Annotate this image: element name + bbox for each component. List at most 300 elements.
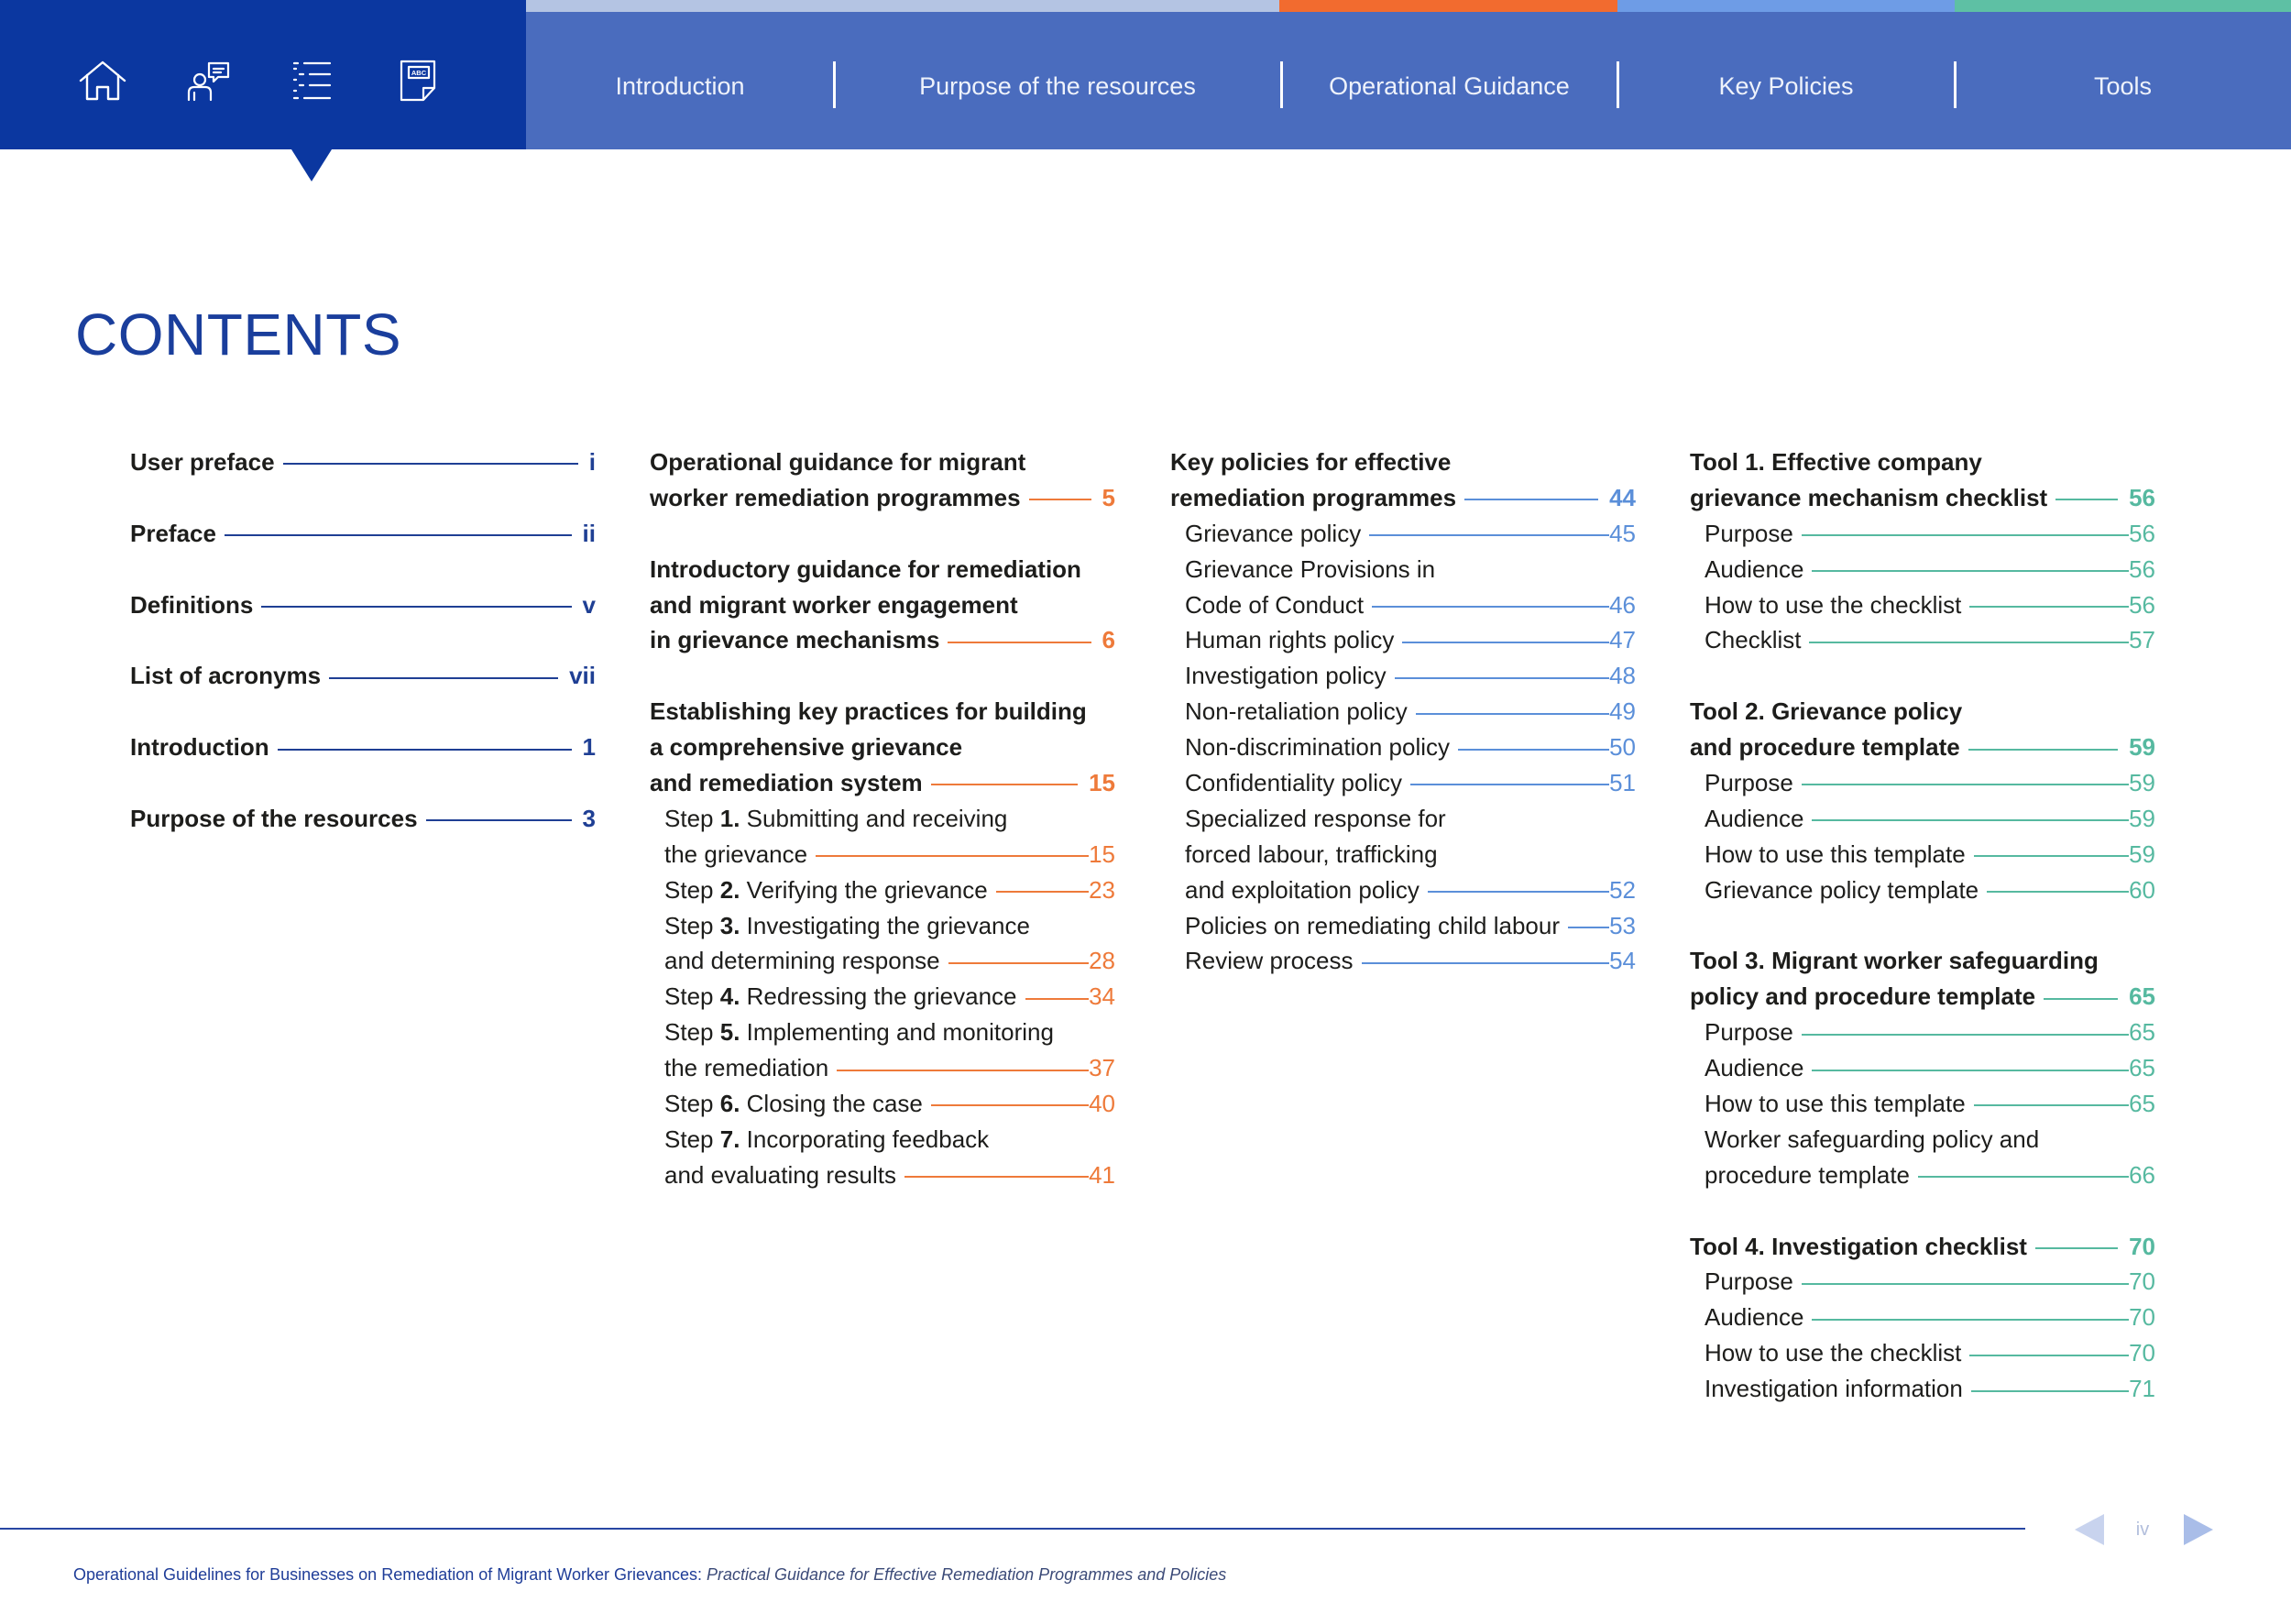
toc-leader-line [931, 784, 1078, 785]
toc-entry[interactable] [650, 1122, 1115, 1193]
toc-entry[interactable] [130, 444, 596, 480]
toc-entry-line [1170, 801, 1636, 837]
toc-entry-line [1690, 694, 2155, 730]
toc-entry-label [1705, 591, 1961, 620]
toc-page-number: 3 [582, 804, 596, 832]
toc-entry-label [1185, 555, 1435, 584]
toc-entry-text: Tool 2. Grievance policy [1690, 697, 1963, 726]
toc-entry-text: Review process [1185, 947, 1354, 975]
footer-document-title [73, 1564, 1226, 1585]
toc-entry-text: Purpose [1705, 519, 1793, 547]
toc-entry-label [650, 697, 1087, 726]
toc-entry-label [1705, 876, 1979, 905]
toc-entry[interactable] [1690, 1335, 2155, 1371]
toc-entry-line [1170, 552, 1636, 587]
nav-tabs [526, 12, 2291, 149]
toc-entry-line [1170, 765, 1636, 801]
toc-leader-line [1802, 534, 2129, 536]
toc-entry[interactable] [1690, 587, 2155, 623]
toc-leader-line [1464, 499, 1598, 500]
toc-page-number: 70 [2129, 1303, 2155, 1332]
toc-page-number: 56 [2129, 554, 2155, 583]
toc-entry-text: and remediation system [650, 768, 923, 796]
toc-page-number: vii [569, 662, 596, 690]
toc-entry-label [130, 591, 253, 620]
toc-step-label: Step [664, 875, 714, 904]
toc-leader-line [904, 1176, 1089, 1178]
toc-entry-line [650, 801, 1115, 837]
toc-leader-line [261, 606, 571, 608]
toc-entry[interactable] [1170, 658, 1636, 694]
toc-entry-text: the grievance [664, 839, 808, 868]
toc-entry-label [650, 448, 1025, 477]
toc-entry-text: forced labour, trafficking [1185, 839, 1438, 868]
list-icon[interactable] [287, 59, 336, 103]
toc-page-number: 50 [1609, 733, 1636, 762]
toc-column-operational-guidance [650, 444, 1115, 1193]
toc-entry-text: Introduction [130, 733, 269, 762]
toc-entry-text: Confidentiality policy [1185, 768, 1403, 796]
toc-entry-label [650, 555, 1081, 584]
toc-leader-line [278, 749, 572, 751]
toc-entry[interactable] [1690, 1086, 2155, 1122]
toc-page-number: 65 [2129, 1018, 2155, 1047]
toc-page-number: 56 [2129, 519, 2155, 547]
toc-leader-line [1987, 891, 2129, 893]
toc-entry-line [650, 979, 1115, 1015]
toc-leader-line [225, 534, 572, 536]
toc-entry-line [1690, 801, 2155, 837]
toc-column-front-matter [130, 444, 596, 837]
toc-entry-line [1690, 552, 2155, 587]
toc-entry-label [1705, 555, 1803, 584]
toc-entry-label [650, 769, 923, 797]
toc-page-number: 59 [2129, 733, 2155, 762]
toc-entry[interactable] [1690, 801, 2155, 837]
toc-entry-text: Specialized response for [1185, 804, 1446, 832]
toc-page-number: 49 [1609, 697, 1636, 726]
toc-entry-line [650, 765, 1115, 801]
toc-entry-label [664, 982, 1017, 1011]
toc-entry-line [130, 516, 596, 552]
toc-page-number: 70 [2129, 1267, 2155, 1296]
toc-step-number: 4. [719, 982, 740, 1011]
toc-entry[interactable] [650, 552, 1115, 659]
toc-entry-line [1170, 730, 1636, 765]
toc-entry-label [1705, 1339, 1961, 1367]
toc-page-number: 54 [1609, 947, 1636, 975]
toc-entry-label [664, 947, 940, 975]
toc-entry-line [130, 730, 596, 765]
toc-page-number: 66 [2129, 1160, 2155, 1189]
toc-column-tools [1690, 444, 2155, 1407]
toc-page-number: 59 [2129, 768, 2155, 796]
toc-entry-label [130, 662, 321, 690]
toc-entry-text: Worker safeguarding policy and [1705, 1125, 2040, 1153]
toc-entry-label [650, 484, 1021, 512]
previous-page-arrow-icon[interactable] [2075, 1514, 2104, 1545]
toc-page-number: 23 [1089, 875, 1115, 904]
nav-tab-introduction[interactable]: Introduction [615, 71, 745, 100]
toc-entry-text: the remediation [664, 1054, 829, 1082]
toc-entry[interactable] [1690, 1122, 2155, 1193]
toc-entry-text: Non-discrimination policy [1185, 733, 1450, 762]
home-icon[interactable] [78, 59, 127, 103]
toc-entry-line [650, 480, 1115, 516]
toc-step-label: Step [664, 1018, 714, 1047]
toc-entry-line [1170, 837, 1636, 872]
toc-spacer [130, 694, 596, 730]
nav-tab-operational-guidance[interactable]: Operational Guidance [1281, 12, 1617, 149]
stripe-segment-tools [1955, 0, 2291, 12]
toc-entry[interactable] [1170, 908, 1636, 944]
toc-entry-label [650, 626, 939, 654]
toc-entry[interactable] [1690, 1229, 2155, 1265]
next-page-arrow-icon[interactable] [2184, 1514, 2213, 1545]
toc-entry-line [130, 444, 596, 480]
toc-entry-line [130, 801, 596, 837]
toc-entry[interactable] [1170, 801, 1636, 908]
toc-entry-label [1185, 947, 1354, 975]
toc-entry-text: and evaluating results [664, 1160, 896, 1189]
toc-leader-line [1029, 499, 1091, 500]
toc-leader-line [329, 677, 558, 679]
toc-entry-line [1690, 516, 2155, 552]
toc-entry-text: How to use this template [1705, 839, 1966, 868]
toc-entry-label [1705, 1090, 1966, 1118]
toc-entry[interactable] [130, 658, 596, 694]
toc-entry[interactable] [1170, 444, 1636, 516]
toc-entry-text: Key policies for effective [1170, 447, 1452, 476]
toc-entry[interactable] [1690, 552, 2155, 587]
toc-entry[interactable] [650, 908, 1115, 980]
toc-entry-text: Introductory guidance for remediation [650, 554, 1081, 583]
toc-page-number: 59 [2129, 839, 2155, 868]
toc-entry-label [1185, 769, 1402, 797]
toc-entry-line [1690, 837, 2155, 872]
toc-entry-text: in grievance mechanisms [650, 626, 940, 654]
toc-spacer [130, 765, 596, 801]
toc-page-number: 47 [1609, 626, 1636, 654]
footer-title: Operational Guidelines for Businesses on Remediation of Migrant Worker Grievances: [73, 1565, 702, 1584]
toc-entry-text: worker remediation programmes [650, 483, 1021, 511]
toc-entry[interactable] [1690, 1050, 2155, 1086]
nav-tab-purpose[interactable]: Purpose of the resources [834, 12, 1281, 149]
toc-entry-text: remediation programmes [1170, 483, 1457, 511]
toc-page-number: 65 [2129, 982, 2155, 1011]
toc-leader-line [1969, 606, 2129, 608]
toc-entry-label [1705, 626, 1801, 654]
footer-subtitle: Practical Guidance for Effective Remediation Programmes and Policies [707, 1565, 1227, 1584]
toc-leader-line [1974, 855, 2129, 857]
toc-entry-label [664, 805, 1007, 833]
toc-step-number: 5. [719, 1018, 740, 1047]
toc-entry-line [1170, 872, 1636, 908]
toc-entry-line [1690, 1158, 2155, 1193]
toc-step-label: Step [664, 1125, 714, 1153]
toc-entry[interactable] [650, 444, 1115, 516]
toc-entry-text: How to use the checklist [1705, 590, 1962, 619]
toc-entry-label [1185, 626, 1394, 654]
toc-page-number: 56 [2129, 590, 2155, 619]
toc-step-number: 1. [719, 804, 740, 832]
toc-entry[interactable] [1690, 444, 2155, 516]
toc-entry[interactable] [650, 1015, 1115, 1086]
nav-tab-key-policies[interactable]: Key Policies [1617, 12, 1955, 149]
toc-entry[interactable] [1170, 622, 1636, 658]
toc-column-key-policies [1170, 444, 1636, 979]
toc-leader-line [1809, 642, 2129, 643]
toc-entry-label [1185, 733, 1450, 762]
toc-entry[interactable] [1690, 765, 2155, 801]
toc-page-number: 15 [1089, 839, 1115, 868]
toc-entry[interactable] [130, 587, 596, 623]
toc-entry-line [1690, 480, 2155, 516]
toc-entry-text: Tool 4. Investigation checklist [1690, 1232, 2027, 1260]
toc-page-number: 6 [1102, 626, 1115, 654]
toc-leader-line [1402, 642, 1609, 643]
toc-entry-text: Implementing and monitoring [746, 1018, 1054, 1047]
toc-spacer [130, 552, 596, 587]
toc-entry[interactable] [1170, 730, 1636, 765]
toc-entry-line [1170, 480, 1636, 516]
toc-page-number: 44 [1609, 483, 1636, 511]
toc-entry-text: User preface [130, 447, 275, 476]
toc-entry-label [1185, 840, 1438, 869]
toc-entry[interactable] [650, 801, 1115, 872]
toc-entry-line [1690, 587, 2155, 623]
toc-leader-line [931, 1104, 1089, 1106]
toc-entry-text: Grievance policy template [1705, 875, 1979, 904]
toc-entry-label [130, 733, 269, 762]
toc-leader-line [1458, 749, 1609, 751]
toc-entry-label [1705, 1054, 1803, 1082]
toc-step-label: Step [664, 982, 714, 1011]
toc-entry-label [1185, 591, 1364, 620]
toc-entry[interactable] [1690, 1015, 2155, 1050]
toc-entry-line [650, 694, 1115, 730]
toc-entry-line [1690, 979, 2155, 1015]
toc-page-number: 65 [2129, 1089, 2155, 1117]
toc-entry-line [1690, 730, 2155, 765]
toc-page-number: 1 [582, 733, 596, 762]
toc-entry-line [1170, 694, 1636, 730]
brand-toolbar [0, 0, 526, 149]
toc-page-number: i [588, 447, 596, 476]
toc-step-number: 2. [719, 875, 740, 904]
toc-entry-label [664, 912, 1030, 940]
toc-entry-label [1705, 840, 1966, 869]
toc-entry-label [664, 840, 807, 869]
toc-entry-label [650, 733, 962, 762]
toc-page-number: 65 [2129, 1054, 2155, 1082]
page-number: iv [2135, 1520, 2150, 1540]
toc-entry-line [1170, 587, 1636, 623]
toc-entry-label [1690, 484, 2047, 512]
toc-entry[interactable] [130, 516, 596, 552]
toc-entry[interactable] [1170, 516, 1636, 552]
toc-entry-line [650, 837, 1115, 872]
toc-entry[interactable] [1170, 765, 1636, 801]
toc-leader-line [1968, 749, 2118, 751]
toc-entry-text: Incorporating feedback [746, 1125, 990, 1153]
toc-leader-line [283, 463, 578, 465]
toc-leader-line [1812, 1319, 2129, 1321]
toc-entry-line [1690, 1335, 2155, 1371]
toc-entry-line [1690, 1122, 2155, 1158]
toc-entry-text: Audience [1705, 1303, 1804, 1332]
toc-entry[interactable] [130, 801, 596, 837]
toc-entry-line [650, 1158, 1115, 1193]
toc-leader-line [816, 855, 1089, 857]
toc-entry-line [130, 587, 596, 623]
toc-entry-line [650, 908, 1115, 944]
toc-entry[interactable] [650, 694, 1115, 801]
toc-entry-line [650, 1015, 1115, 1050]
toc-entry[interactable] [1170, 943, 1636, 979]
toc-spacer [1690, 908, 2155, 944]
toc-spacer [130, 480, 596, 516]
toc-entry-label [130, 805, 418, 833]
toc-leader-line [948, 642, 1091, 643]
toc-entry-line [650, 1122, 1115, 1158]
toc-entry-line [1690, 1371, 2155, 1407]
toc-entry-line [650, 1086, 1115, 1122]
toc-entry-text: and determining response [664, 947, 940, 975]
toc-entry-line [650, 730, 1115, 765]
toc-leader-line [1974, 1104, 2129, 1106]
toc-entry-line [130, 658, 596, 694]
toc-entry-line [1690, 1264, 2155, 1300]
toc-entry-line [650, 943, 1115, 979]
toc-entry-text: How to use this template [1705, 1089, 1966, 1117]
toc-leader-line [1416, 713, 1609, 715]
toc-page-number: 48 [1609, 662, 1636, 690]
toc-entry[interactable] [650, 872, 1115, 908]
toc-entry-label [664, 1018, 1054, 1047]
toc-entry[interactable] [1690, 1371, 2155, 1407]
toc-entry-line [1170, 622, 1636, 658]
toc-entry-line [1690, 622, 2155, 658]
toc-step-number: 7. [719, 1125, 740, 1153]
toc-entry-label [1185, 697, 1408, 726]
toc-entry-text: Grievance Provisions in [1185, 554, 1436, 583]
toc-leader-line [1025, 998, 1090, 1000]
toc-entry-label [664, 1161, 896, 1190]
toc-spacer [1690, 1193, 2155, 1229]
toc-leader-line [1812, 819, 2129, 821]
toc-entry-label [130, 448, 275, 477]
toc-entry-line [650, 872, 1115, 908]
toc-entry-line [650, 587, 1115, 623]
toc-entry-text: Code of Conduct [1185, 590, 1365, 619]
active-section-pointer [291, 149, 332, 181]
toc-entry[interactable] [1690, 516, 2155, 552]
toc-page-number: 71 [2129, 1375, 2155, 1403]
toc-page-number: 15 [1089, 768, 1115, 796]
section-color-stripe [526, 0, 2291, 12]
toc-entry-text: procedure template [1705, 1160, 1911, 1189]
toc-leader-line [1802, 784, 2129, 785]
toc-entry-text: Purpose [1705, 768, 1793, 796]
toc-leader-line [1372, 606, 1609, 608]
toc-entry-label [664, 1125, 989, 1154]
toc-page-number: 41 [1089, 1160, 1115, 1189]
abc-document-icon[interactable] [393, 59, 443, 103]
toc-page-number: ii [582, 519, 596, 547]
toc-entry-line [1170, 658, 1636, 694]
toc-entry[interactable] [1690, 694, 2155, 765]
toc-entry[interactable] [1690, 622, 2155, 658]
toc-entry-text: Purpose of the resources [130, 804, 418, 832]
toc-leader-line [426, 819, 572, 821]
toc-step-number: 3. [719, 911, 740, 939]
toc-entry-text: and exploitation policy [1185, 875, 1420, 904]
toc-entry-label [1185, 876, 1420, 905]
toc-leader-line [948, 962, 1089, 964]
toc-page-number: 45 [1609, 519, 1636, 547]
chat-person-icon[interactable] [184, 59, 234, 103]
toc-page-number: 51 [1609, 768, 1636, 796]
toc-page-number: 56 [2129, 483, 2155, 511]
section-navbar [526, 0, 2291, 149]
toc-leader-line [2044, 998, 2118, 1000]
toc-page-number: 57 [2129, 626, 2155, 654]
toc-leader-line [2035, 1247, 2118, 1249]
toc-entry[interactable] [650, 1086, 1115, 1122]
toc-entry[interactable] [1690, 1264, 2155, 1300]
toc-entry-label [1705, 1161, 1910, 1190]
toc-entry-line [1690, 1015, 2155, 1050]
toc-entry[interactable] [1690, 872, 2155, 908]
toc-entry-line [1690, 1050, 2155, 1086]
toc-page-number: 34 [1089, 982, 1115, 1011]
nav-tab-tools[interactable]: Tools [1955, 12, 2291, 149]
toc-entry-label [1705, 1018, 1793, 1047]
page-title: CONTENTS [75, 302, 401, 368]
toc-step-number: 6. [719, 1089, 740, 1117]
toc-page-number: 37 [1089, 1054, 1115, 1082]
toc-entry-label [1170, 484, 1456, 512]
toc-entry-text: policy and procedure template [1690, 982, 2036, 1011]
toc-page-number: 52 [1609, 875, 1636, 904]
toc-leader-line [2055, 499, 2118, 500]
toc-leader-line [1568, 927, 1609, 928]
toc-spacer [130, 622, 596, 658]
toc-entry-label [1185, 805, 1446, 833]
toc-entry-label [664, 876, 988, 905]
stripe-segment-intro [526, 0, 1279, 12]
toc-entry[interactable] [1690, 1300, 2155, 1335]
toc-entry[interactable] [1170, 552, 1636, 623]
toc-page-number: 60 [2129, 875, 2155, 904]
toc-entry-line [1690, 1300, 2155, 1335]
toc-entry-text: Investigation policy [1185, 662, 1387, 690]
toc-entry-label [1705, 1267, 1793, 1296]
toc-entry[interactable] [650, 979, 1115, 1015]
toc-entry[interactable] [1170, 694, 1636, 730]
toc-entry[interactable] [130, 730, 596, 765]
toc-entry-line [1690, 765, 2155, 801]
toc-entry-text: How to use the checklist [1705, 1339, 1962, 1367]
toc-entry-text: Policies on remediating child labour [1185, 911, 1561, 939]
toc-spacer [650, 658, 1115, 694]
toc-entry-line [1170, 444, 1636, 480]
toc-entry-line [1690, 943, 2155, 979]
toc-entry-text: Purpose [1705, 1267, 1793, 1296]
toc-entry[interactable] [1690, 837, 2155, 872]
toc-entry[interactable] [1690, 943, 2155, 1015]
